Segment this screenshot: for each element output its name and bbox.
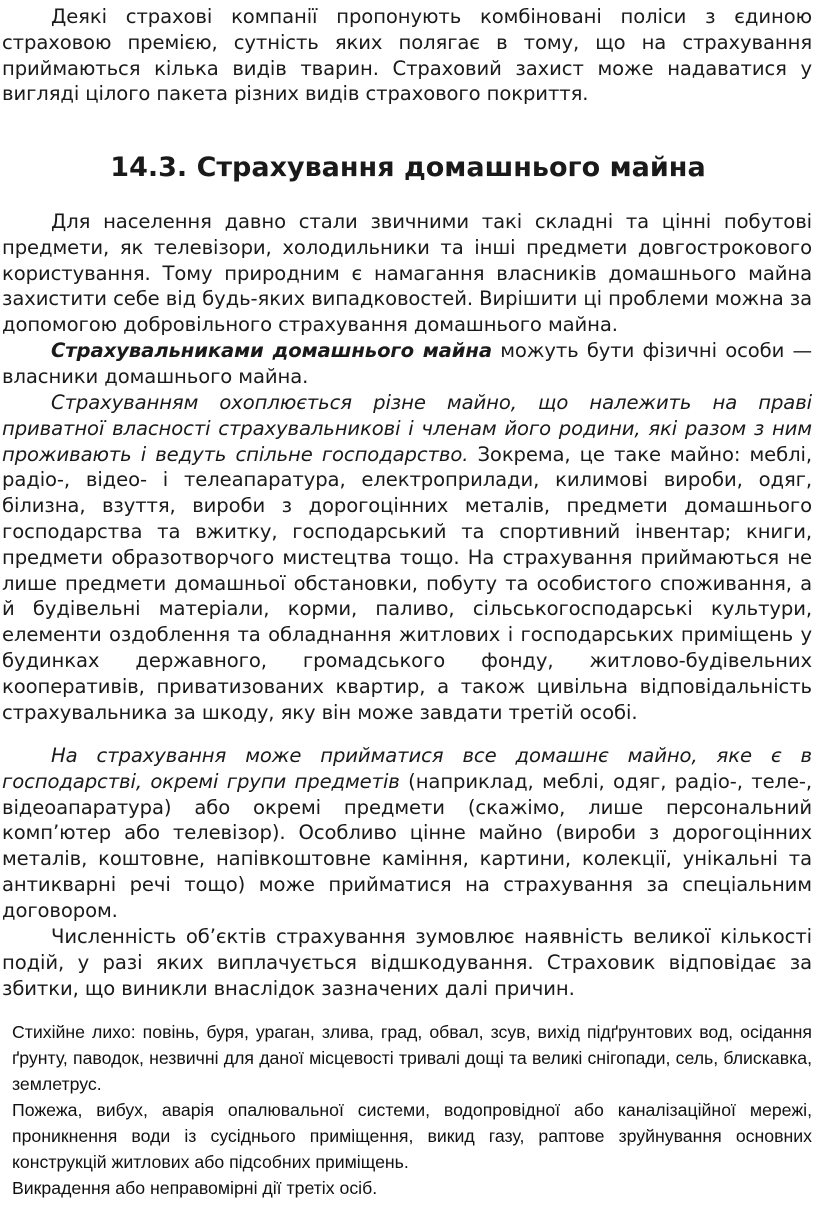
term-policyholders: Страхувальниками домашнього майна xyxy=(51,339,492,362)
list-item-natural-disaster: Стихійне лихо: повінь, буря, ураган, злива, град, обвал, зсув, вихід підґрунтових вод, осідання ґрунту, паводок, незвичні для даної місцевості тривалі дощі та великі снігопади, сель, блискавка, землетрус. xyxy=(12,1022,812,1094)
paragraph-accepted-property xyxy=(2,743,812,924)
paragraph-text: (наприклад, меблі, одяг, радіо-, теле-, відеоапаратура) або окремі предмети (скажімо, лише персональний комп’ютер або телевізор). Особливо цінне майно (вироби з дорогоцінних металів, коштовне, напівкоштовне каміння, картини, колекції, унікальні та антикварні речі тощо) може прийматися на страхування за спеціальним договором. xyxy=(2,769,812,922)
list-item-theft: Викрадення або неправомірні дії третіх осіб. xyxy=(12,1178,378,1198)
section-heading: 14.3. Страхування домашнього майна xyxy=(110,152,706,183)
list-item-fire-explosion: Пожежа, вибух, аварія опалювальної системи, водопровідної або каналізаційної мережі, проникнення води із сусіднього приміщення, викид газу, раптове зруйнування основних конструкцій житлових або підсобних приміщень. xyxy=(12,1100,812,1172)
paragraph-policyholders xyxy=(2,338,812,390)
paragraph-insured-events: Численність об’єктів страхування зумовлює наявність великої кількості подій, у разі яких виплачується відшкодування. Страховик відповідає за збитки, що виникли внаслідок зазначених далі причин. xyxy=(2,925,812,1000)
paragraph-text: можуть бути фізичні особи — власники домашнього майна. xyxy=(2,339,812,388)
paragraph-combined-policies: Деякі страхові компанії пропонують комбіновані поліси з єдиною страховою премією, сутність яких полягає в тому, що на страхування приймаються кілька видів тварин. Страховий захист може надаватися у вигляді цілого пакета різних видів страхового покриття. xyxy=(2,5,812,106)
definition-accepted-property: На страхування може прийматися все домашнє майно, яке є в господарстві, окремі групи предметів xyxy=(2,744,812,793)
paragraph-coverage xyxy=(2,390,812,725)
definition-coverage: Страхуванням охоплюється різне майно, що належить на праві приватної власності страхувальникові і членам його родини, які разом з ним проживають і ведуть спільне господарство. xyxy=(2,391,812,466)
paragraph-text: Зокрема, це таке майно: меблі, радіо-, відео- і телеапаратура, електроприлади, килимові вироби, одяг, білизна, взуття, вироби з дорогоцінних металів, предмети домашнього господарства та вжитку, господарський та спортивний інвентар; книги, предмети образотворчого мистецтва тощо. На страхування приймаються не лише предмети домашньої обстановки, побуту та особистого споживання, а й будівельні матеріали, корми, паливо, сільськогосподарські культури, елементи оздоблення та обладнання житлових і господарських приміщень у будинках державного, громадського фонду, житлово-будівельних кооперативів, приватизованих квартир, а також цивільна відповідальність страхувальника за шкоду, яку він може завдати третій особі. xyxy=(2,442,812,724)
paragraph-household-intro: Для населення давно стали звичними такі складні та цінні побутові предмети, як телевізори, холодильники та інші предмети довгострокового користування. Тому природним є намагання власників домашнього майна захистити себе від будь-яких випадковостей. Вирішити ці проблеми можна за допомогою добровільного страхування домашнього майна. xyxy=(2,210,812,337)
